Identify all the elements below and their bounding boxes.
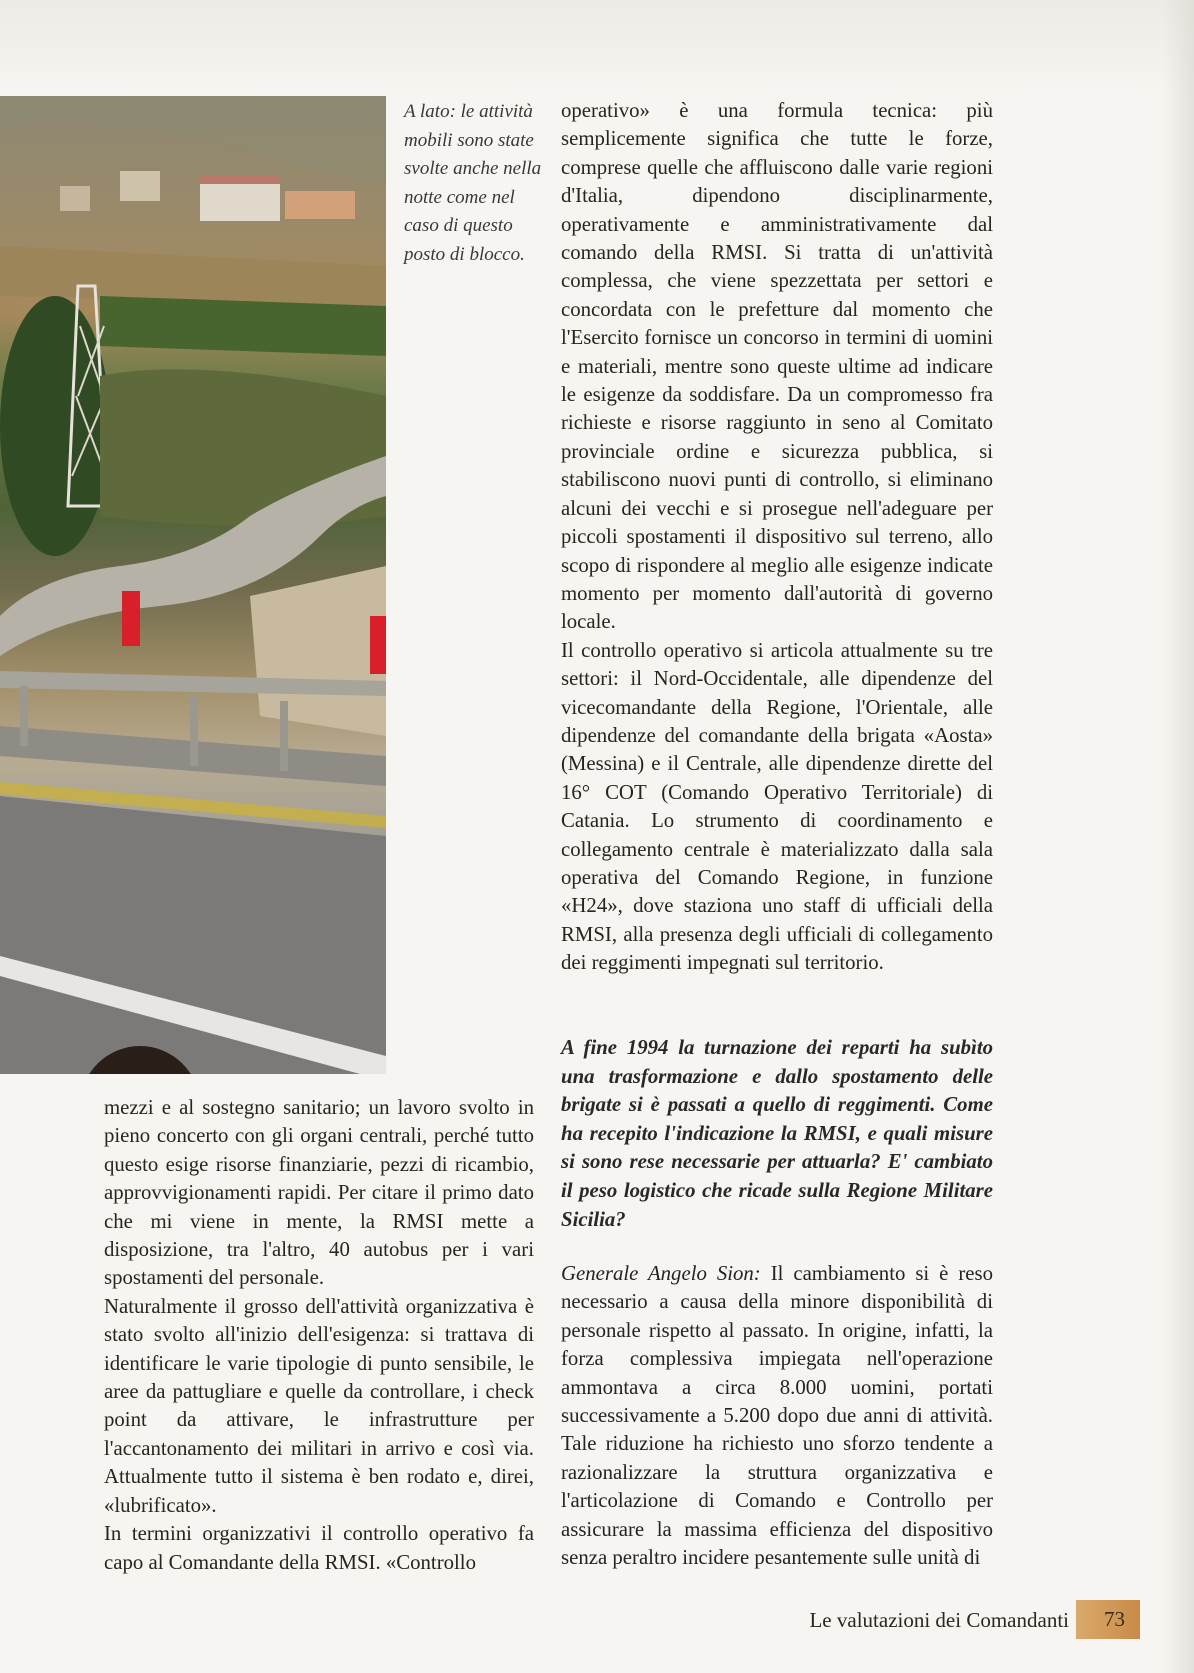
photo-caption: A lato: le attività mobili sono state svolte anche nella notte come nel caso di questo posto di blocco. [404,101,542,265]
answer-speaker: Generale Angelo Sion: [561,1262,761,1285]
section-title: Le valutazioni dei Comandanti [809,1608,1069,1632]
page-number: 73 [1076,1600,1140,1639]
interview-answer [561,1260,993,1572]
paragraph: Naturalmente il grosso dell'attività organizzativa è stato svolto all'inizio dell'esigenza: si trattava di identificare le varie tipologie di punto sensibile, le aree da pattugliare e quelle da controllare, i check point da attivare, le infrastrutture per l'accantonamento dei militari in arrivo e così via. Attualmente tutto il sistema è ben rodato e, direi, «lubrificato». [104,1294,534,1517]
page-top-edge [0,0,1194,96]
paragraph: In termini organizzativi il controllo operativo fa capo al Comandante della RMSI. «Controllo [104,1522,534,1574]
paragraph: Il controllo operativo si articola attualmente su tre settori: il Nord-Occidentale, alle dipendenze del vicecomandante della Regione, l'Orientale, alle dipendenze del comandante della brigata «Aosta» (Messina) e il Centrale, alle dipendenze dirette del 16° COT (Comando Operativo Territoriale) di Catania. Lo strumento di coordinamento e collegamento centrale è materializzato dalla sala operativa del Comando Regione, in funzione «H24», dove staziona uno staff di ufficiali della RMSI, alla presenza degli ufficiali di collegamento dei reggimenti impegnati sul territorio. [561,638,993,975]
interview-question: A fine 1994 la turnazione dei reparti ha subìto una trasformazione e dallo spostamento delle brigate si è passati a quello di reggimenti. Come ha recepito l'indicazione la RMSI, e quali misure si sono rese necessarie per attuarla? E' cambiato il peso logistico che ricade sulla Regione Militare Sicilia? [561,1036,993,1231]
left-column [104,1094,534,1577]
paragraph: mezzi e al sostegno sanitario; un lavoro svolto in pieno concerto con gli organi centrali, perché tutto questo esige risorse finanziarie, pezzi di ricambio, approvvigionamenti rapidi. Per citare il primo dato che mi viene in mente, la RMSI mette a disposizione, tra l'altro, 40 autobus per i vari spostamenti del personale. [104,1096,534,1290]
answer-text: Il cambiamento si è reso necessario a causa della minore disponibilità di personale rispetto al passato. In origine, infatti, la forza complessiva impiegata nell'operazione ammontava a circa 8.000 uomini, portati successivamente a 5.200 dopo due anni di attività. Tale riduzione ha richiesto uno sforzo tendente a razionalizzare la struttura organizzativa e l'articolazione di Comando e Controllo per assicurare la massima efficienza del dispositivo senza peraltro incidere pesantemente sulle unità di [561,1262,993,1570]
right-column [561,97,993,978]
roadblock-photo [0,96,386,1074]
photo-illustration [0,96,386,1074]
page-gutter-shade [1164,0,1194,1673]
paragraph: operativo» è una formula tecnica: più semplicemente significa che tutte le forze, comprese quelle che affluiscono dalle varie regioni d'Italia, dipendono disciplinarmente, operativamente e amministrativamente dal comando della RMSI. Si tratta di un'attività complessa, che viene spezzettata per settori e concordata con le prefetture dal momento che l'Esercito fornisce un concorso in termini di uomini e materiali, mentre sono queste ultime ad indicare le esigenze da soddisfare. Da un compromesso fra richieste e risorse raggiunto in seno al Comitato provinciale ordine e sicurezza pubblica, si stabiliscono nuovi punti di controllo, si eliminano alcuni dei vecchi e si prosegue nell'adeguare per piccoli spostamenti il dispositivo sul terreno, allo scopo di rispondere al meglio alle esigenze indicate momento per momento dall'autorità di governo locale. [561,99,993,634]
